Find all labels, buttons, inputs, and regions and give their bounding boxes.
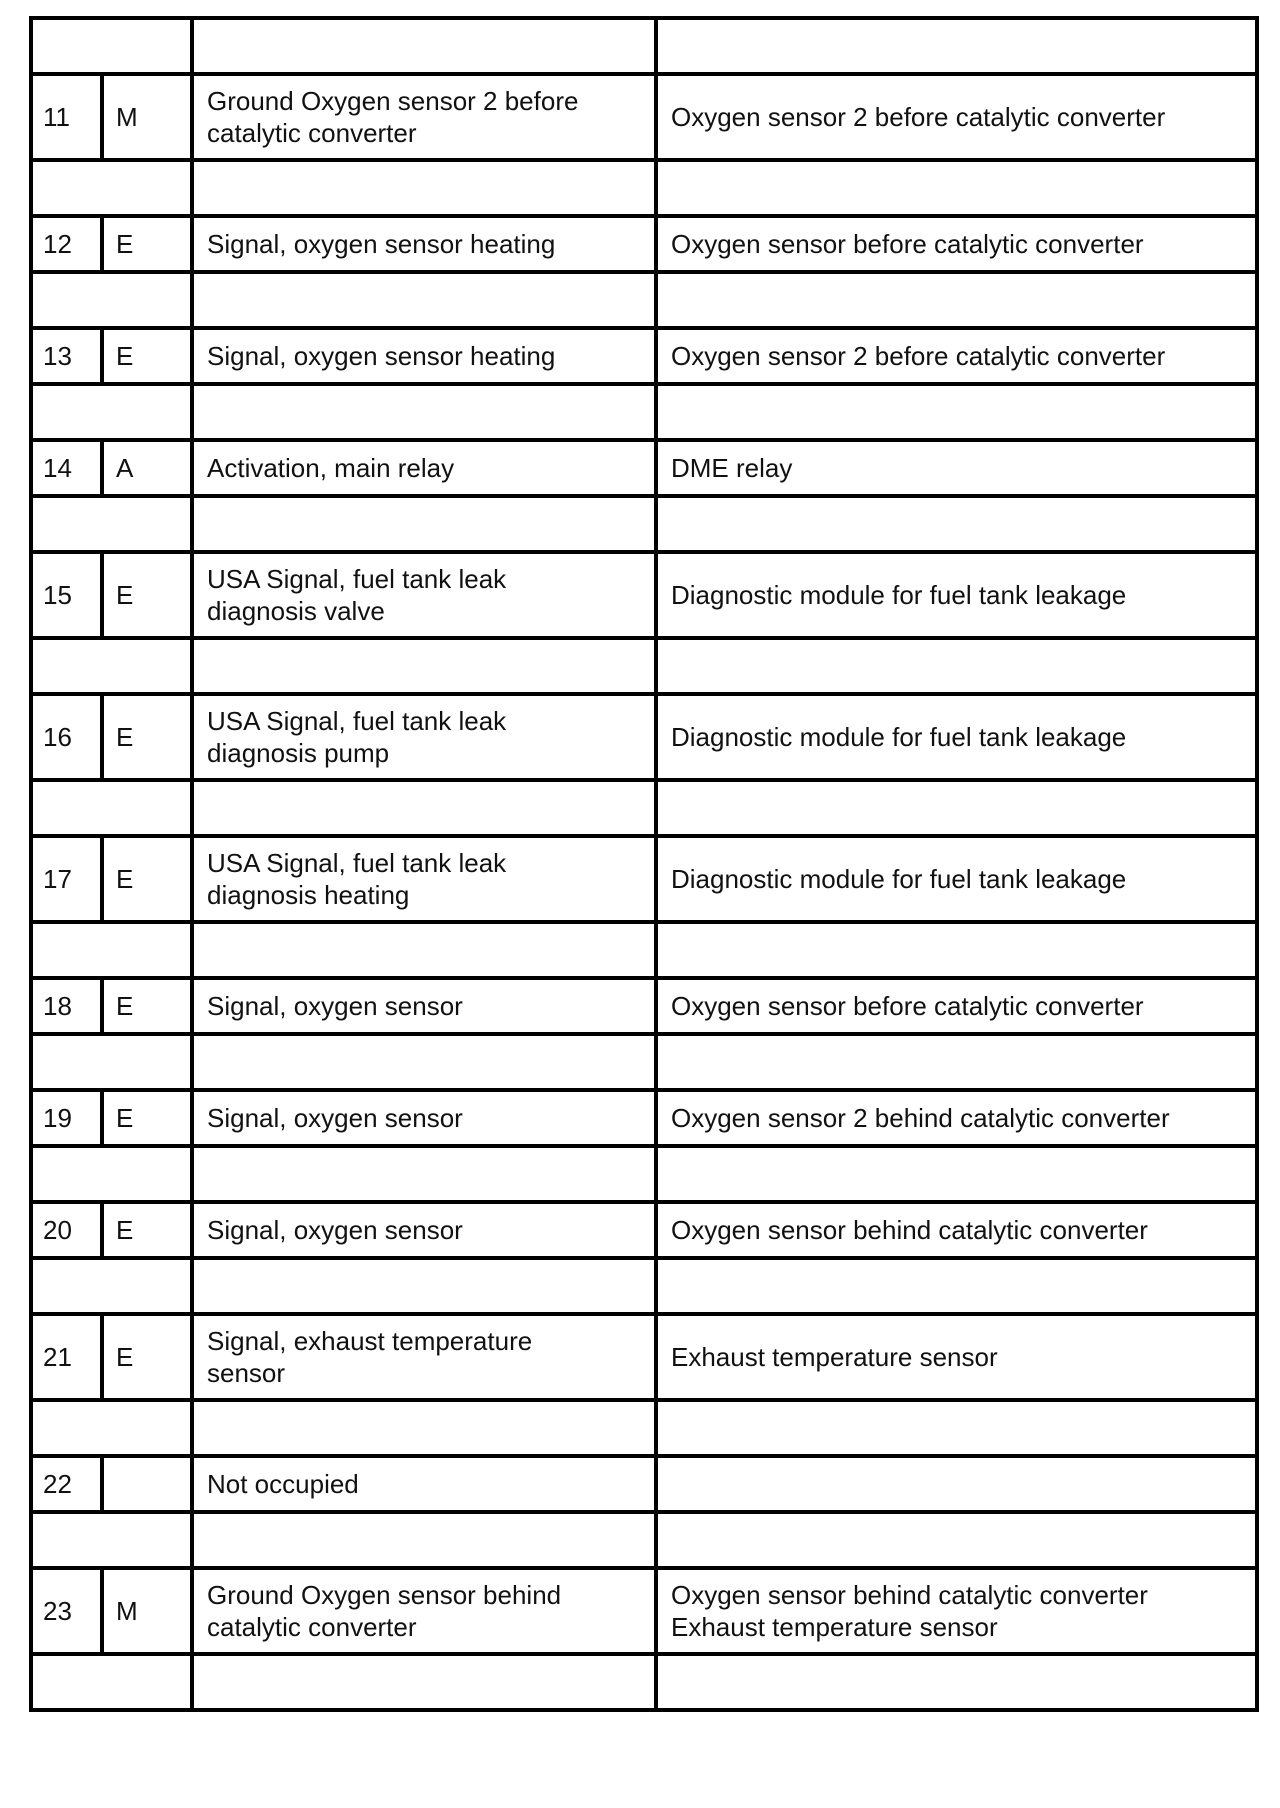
- component-name: [656, 552, 1257, 638]
- spacer-cell: [31, 1400, 192, 1456]
- signal-type: E: [102, 1314, 192, 1400]
- pin-number: 21: [31, 1314, 102, 1400]
- component-name-line: Oxygen sensor 2 before catalytic converter: [671, 341, 1166, 371]
- component-name: [656, 216, 1257, 272]
- table-row: [31, 1090, 1257, 1146]
- table-row: [31, 440, 1257, 496]
- spacer-cell: [192, 780, 656, 836]
- signal-type: E: [102, 328, 192, 384]
- signal-type: E: [102, 216, 192, 272]
- signal-description: [192, 328, 656, 384]
- signal-type: M: [102, 1568, 192, 1654]
- component-name-line: Diagnostic module for fuel tank leakage: [671, 864, 1127, 894]
- signal-description: [192, 1202, 656, 1258]
- spacer-cell: [656, 1146, 1257, 1202]
- signal-type: E: [102, 836, 192, 922]
- component-name: [656, 1202, 1257, 1258]
- spacer-row: [31, 272, 1257, 328]
- signal-description-line: diagnosis heating: [207, 880, 410, 910]
- pin-number: 12: [31, 216, 102, 272]
- signal-description-line: USA Signal, fuel tank leak: [207, 564, 507, 594]
- spacer-row: [31, 1400, 1257, 1456]
- spacer-cell: [31, 272, 192, 328]
- signal-type: E: [102, 1090, 192, 1146]
- signal-description: [192, 978, 656, 1034]
- spacer-cell: [656, 1400, 1257, 1456]
- signal-description-line: Activation, main relay: [207, 453, 455, 483]
- spacer-cell: [192, 496, 656, 552]
- component-name-line: Oxygen sensor behind catalytic converter: [671, 1580, 1148, 1610]
- signal-type: E: [102, 1202, 192, 1258]
- table-row: [31, 1456, 1257, 1512]
- spacer-cell: [31, 496, 192, 552]
- table-row: [31, 836, 1257, 922]
- spacer-cell: [31, 922, 192, 978]
- signal-type: M: [102, 74, 192, 160]
- pin-number: 17: [31, 836, 102, 922]
- table-row: [31, 74, 1257, 160]
- signal-description-line: Signal, oxygen sensor heating: [207, 229, 556, 259]
- component-name: [656, 1568, 1257, 1654]
- signal-description-line: diagnosis valve: [207, 596, 385, 626]
- spacer-cell: [192, 272, 656, 328]
- table-row: [31, 328, 1257, 384]
- spacer-cell: [656, 780, 1257, 836]
- signal-description: [192, 552, 656, 638]
- component-name: [656, 978, 1257, 1034]
- spacer-row: [31, 638, 1257, 694]
- component-name-line: Oxygen sensor behind catalytic converter: [671, 1215, 1148, 1245]
- signal-description-line: Signal, oxygen sensor heating: [207, 341, 556, 371]
- component-name-line: Diagnostic module for fuel tank leakage: [671, 722, 1127, 752]
- signal-description-line: USA Signal, fuel tank leak: [207, 706, 507, 736]
- pin-number: 20: [31, 1202, 102, 1258]
- spacer-cell: [192, 1146, 656, 1202]
- signal-type: E: [102, 978, 192, 1034]
- spacer-cell: [192, 160, 656, 216]
- spacer-row: [31, 1654, 1257, 1710]
- component-name: [656, 1456, 1257, 1512]
- table-row: [31, 978, 1257, 1034]
- signal-description-line: Signal, oxygen sensor: [207, 991, 463, 1021]
- signal-description-line: Signal, exhaust temperature: [207, 1326, 533, 1356]
- signal-description-line: Not occupied: [207, 1469, 359, 1499]
- spacer-cell: [656, 18, 1257, 74]
- component-name: [656, 836, 1257, 922]
- spacer-cell: [656, 1512, 1257, 1568]
- signal-description-line: diagnosis pump: [207, 738, 390, 768]
- pin-assignment-table: [29, 16, 1259, 1712]
- pin-number: 11: [31, 74, 102, 160]
- spacer-cell: [192, 1034, 656, 1090]
- spacer-cell: [656, 638, 1257, 694]
- spacer-cell: [656, 160, 1257, 216]
- pin-number: 15: [31, 552, 102, 638]
- signal-description-line: USA Signal, fuel tank leak: [207, 848, 507, 878]
- spacer-cell: [192, 638, 656, 694]
- spacer-cell: [31, 384, 192, 440]
- signal-type: E: [102, 552, 192, 638]
- table-row: [31, 694, 1257, 780]
- component-name-line: Exhaust temperature sensor: [671, 1612, 998, 1642]
- spacer-cell: [31, 638, 192, 694]
- signal-description-line: Signal, oxygen sensor: [207, 1103, 463, 1133]
- signal-description: [192, 836, 656, 922]
- spacer-cell: [192, 1400, 656, 1456]
- signal-description-line: sensor: [207, 1358, 286, 1388]
- pin-number: 13: [31, 328, 102, 384]
- component-name: [656, 440, 1257, 496]
- spacer-row: [31, 922, 1257, 978]
- pin-number: 22: [31, 1456, 102, 1512]
- spacer-cell: [31, 780, 192, 836]
- table-row: [31, 216, 1257, 272]
- pin-number: 23: [31, 1568, 102, 1654]
- spacer-cell: [31, 160, 192, 216]
- component-name-line: Oxygen sensor before catalytic converter: [671, 229, 1144, 259]
- signal-description: [192, 216, 656, 272]
- spacer-cell: [656, 1654, 1257, 1710]
- spacer-cell: [31, 1258, 192, 1314]
- signal-description-line: catalytic converter: [207, 118, 417, 148]
- spacer-row: [31, 1512, 1257, 1568]
- component-name: [656, 694, 1257, 780]
- spacer-cell: [656, 1034, 1257, 1090]
- spacer-cell: [192, 922, 656, 978]
- spacer-row: [31, 160, 1257, 216]
- spacer-cell: [192, 1512, 656, 1568]
- spacer-row: [31, 1034, 1257, 1090]
- signal-description-line: Signal, oxygen sensor: [207, 1215, 463, 1245]
- component-name-line: Oxygen sensor before catalytic converter: [671, 991, 1144, 1021]
- component-name-line: Exhaust temperature sensor: [671, 1342, 998, 1372]
- table-row: [31, 1568, 1257, 1654]
- spacer-row: [31, 384, 1257, 440]
- signal-description: [192, 1568, 656, 1654]
- spacer-cell: [31, 1034, 192, 1090]
- spacer-cell: [656, 272, 1257, 328]
- component-name-line: Oxygen sensor 2 behind catalytic converter: [671, 1103, 1170, 1133]
- spacer-cell: [192, 384, 656, 440]
- header-spacer-row: [31, 18, 1257, 74]
- spacer-cell: [192, 1258, 656, 1314]
- component-name: [656, 1314, 1257, 1400]
- spacer-cell: [656, 922, 1257, 978]
- pin-number: 19: [31, 1090, 102, 1146]
- spacer-cell: [656, 496, 1257, 552]
- table-row: [31, 552, 1257, 638]
- signal-description-line: Ground Oxygen sensor behind: [207, 1580, 562, 1610]
- spacer-cell: [656, 1258, 1257, 1314]
- signal-description: [192, 1090, 656, 1146]
- spacer-row: [31, 1146, 1257, 1202]
- pin-table-body: [31, 18, 1257, 1710]
- spacer-cell: [656, 384, 1257, 440]
- signal-description-line: catalytic converter: [207, 1612, 417, 1642]
- component-name: [656, 74, 1257, 160]
- signal-description: [192, 1456, 656, 1512]
- spacer-cell: [31, 18, 192, 74]
- spacer-row: [31, 496, 1257, 552]
- signal-type: [102, 1456, 192, 1512]
- spacer-row: [31, 1258, 1257, 1314]
- spacer-cell: [192, 18, 656, 74]
- signal-description: [192, 440, 656, 496]
- signal-description: [192, 74, 656, 160]
- component-name: [656, 328, 1257, 384]
- spacer-row: [31, 780, 1257, 836]
- signal-type: A: [102, 440, 192, 496]
- pin-number: 16: [31, 694, 102, 780]
- component-name-line: Oxygen sensor 2 before catalytic converter: [671, 102, 1166, 132]
- spacer-cell: [31, 1654, 192, 1710]
- pin-number: 18: [31, 978, 102, 1034]
- component-name-line: DME relay: [671, 453, 793, 483]
- component-name: [656, 1090, 1257, 1146]
- signal-description: [192, 694, 656, 780]
- component-name-line: Diagnostic module for fuel tank leakage: [671, 580, 1127, 610]
- signal-description-line: Ground Oxygen sensor 2 before: [207, 86, 579, 116]
- spacer-cell: [31, 1512, 192, 1568]
- signal-type: E: [102, 694, 192, 780]
- table-row: [31, 1202, 1257, 1258]
- table-row: [31, 1314, 1257, 1400]
- spacer-cell: [192, 1654, 656, 1710]
- spacer-cell: [31, 1146, 192, 1202]
- pin-number: 14: [31, 440, 102, 496]
- signal-description: [192, 1314, 656, 1400]
